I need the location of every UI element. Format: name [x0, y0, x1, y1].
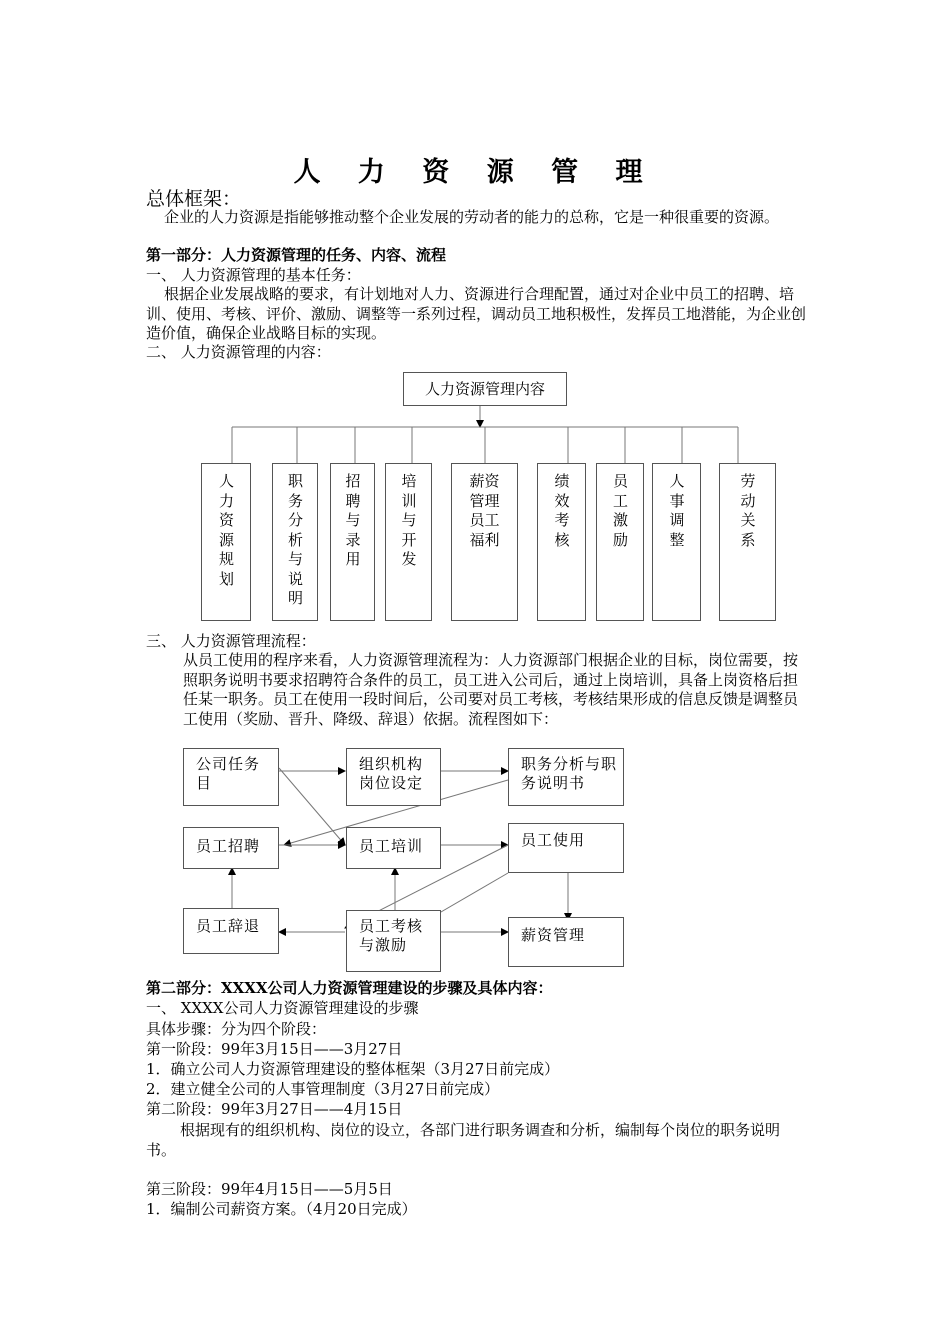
org-child-label: 薪资管理员工福利 [469, 472, 500, 549]
flow-box-salary [508, 917, 624, 967]
section2-heading: 二、 人力资源管理的内容： [146, 343, 331, 361]
org-child-label: 人力资源规划 [219, 472, 235, 588]
flow-box-org [346, 748, 441, 806]
flow-label-training: 员工培训 [359, 837, 424, 855]
section3-text: 从员工使用的程序来看，人力资源管理流程为：人力资源部门根据企业的目标，岗位需要，按照职务说明书要求招聘符合条件的员工，员工进入公司后，通过上岗培训，具备上岗资格后担任某一职务。员工在使用一段时间后，公司要对员工考核，考核结果形成的信息反馈是调整员工使用（奖励、晋升、降级、辞退）依据。流程图如下： [183, 651, 799, 728]
page-title: 人 力 资 源 管 理 [293, 157, 657, 188]
part1-heading: 第一部分：人力资源管理的任务、内容、流程 [146, 246, 447, 264]
org-child-box [596, 463, 644, 621]
flow-box-usage [508, 823, 624, 873]
org-child-label: 劳动关系 [740, 472, 756, 549]
org-child-label: 培训与开发 [401, 472, 417, 568]
stage1-item2: 2．建立健全公司的人事管理制度（3月27日前完成） [146, 1080, 500, 1098]
flow-label-usage: 员工使用 [521, 831, 586, 849]
flow-box-jobdesc [508, 748, 624, 806]
section1-heading: 一、 人力资源管理的基本任务： [146, 266, 361, 284]
overview-text: 企业的人力资源是指能够推动整个企业发展的劳动者的能力的总称，它是一种很重要的资源。 [164, 208, 780, 226]
flow-label-jobdesc: 职务分析与职务说明书 [521, 755, 618, 792]
flow-box-recruit [183, 827, 279, 869]
flow-label-recruit: 员工招聘 [196, 837, 261, 855]
overview-heading: 总体框架： [146, 188, 242, 210]
stage3-item1: 1．编制公司薪资方案。（4月20日完成） [146, 1200, 417, 1218]
part2-heading: 第二部分：XXXX公司人力资源管理建设的步骤及具体内容： [146, 979, 553, 997]
org-root-label: 人力资源管理内容 [424, 380, 545, 398]
flow-label-dismiss: 员工辞退 [196, 917, 261, 935]
org-root-box [403, 372, 567, 406]
stage2-heading: 第二阶段：99年3月27日——4月15日 [146, 1100, 403, 1118]
flow-label-task: 公司任务目 [196, 755, 261, 792]
org-child-box [330, 463, 375, 621]
org-child-label: 招聘与录用 [345, 472, 361, 568]
steps-intro: 具体步骤：分为四个阶段： [146, 1020, 327, 1038]
flow-box-training [346, 827, 441, 869]
section3-heading: 三、 人力资源管理流程： [146, 632, 316, 650]
flow-box-task [183, 748, 279, 806]
org-child-box [719, 463, 776, 621]
flow-label-salary: 薪资管理 [521, 926, 586, 944]
flow-box-assess [346, 910, 441, 972]
org-child-label: 员工激励 [613, 472, 629, 549]
flow-label-org: 组织机构岗位设定 [359, 755, 424, 792]
flow-box-dismiss [183, 908, 279, 954]
org-child-box [385, 463, 432, 621]
org-child-label: 职务分析与说明 [288, 472, 304, 607]
part2-section1-heading: 一、 XXXX公司人力资源管理建设的步骤 [146, 999, 419, 1017]
org-child-box [272, 463, 318, 621]
stage3-heading: 第三阶段：99年4月15日——5月5日 [146, 1180, 393, 1198]
org-child-box [451, 463, 518, 621]
flow-label-assess: 员工考核与激励 [359, 917, 424, 954]
org-child-box [537, 463, 586, 621]
org-child-box [652, 463, 701, 621]
stage1-heading: 第一阶段：99年3月15日——3月27日 [146, 1040, 403, 1058]
section1-text: 根据企业发展战略的要求，有计划地对人力、资源进行合理配置，通过对企业中员工的招聘、培训、使用、考核、评价、激励、调整等一系列过程，调动员工地积极性，发挥员工地潜能，为企业创造价值，确保企业战略目标的实现。 [146, 285, 807, 342]
org-child-box [201, 463, 251, 621]
stage1-item1: 1．确立公司人力资源管理建设的整体框架（3月27日前完成） [146, 1060, 560, 1078]
org-child-label: 人事调整 [669, 472, 685, 549]
stage2-text: 根据现有的组织机构、岗位的设立，各部门进行职务调查和分析，编制每个岗位的职务说明书。 [146, 1121, 781, 1159]
org-child-label: 绩效考核 [554, 472, 570, 549]
